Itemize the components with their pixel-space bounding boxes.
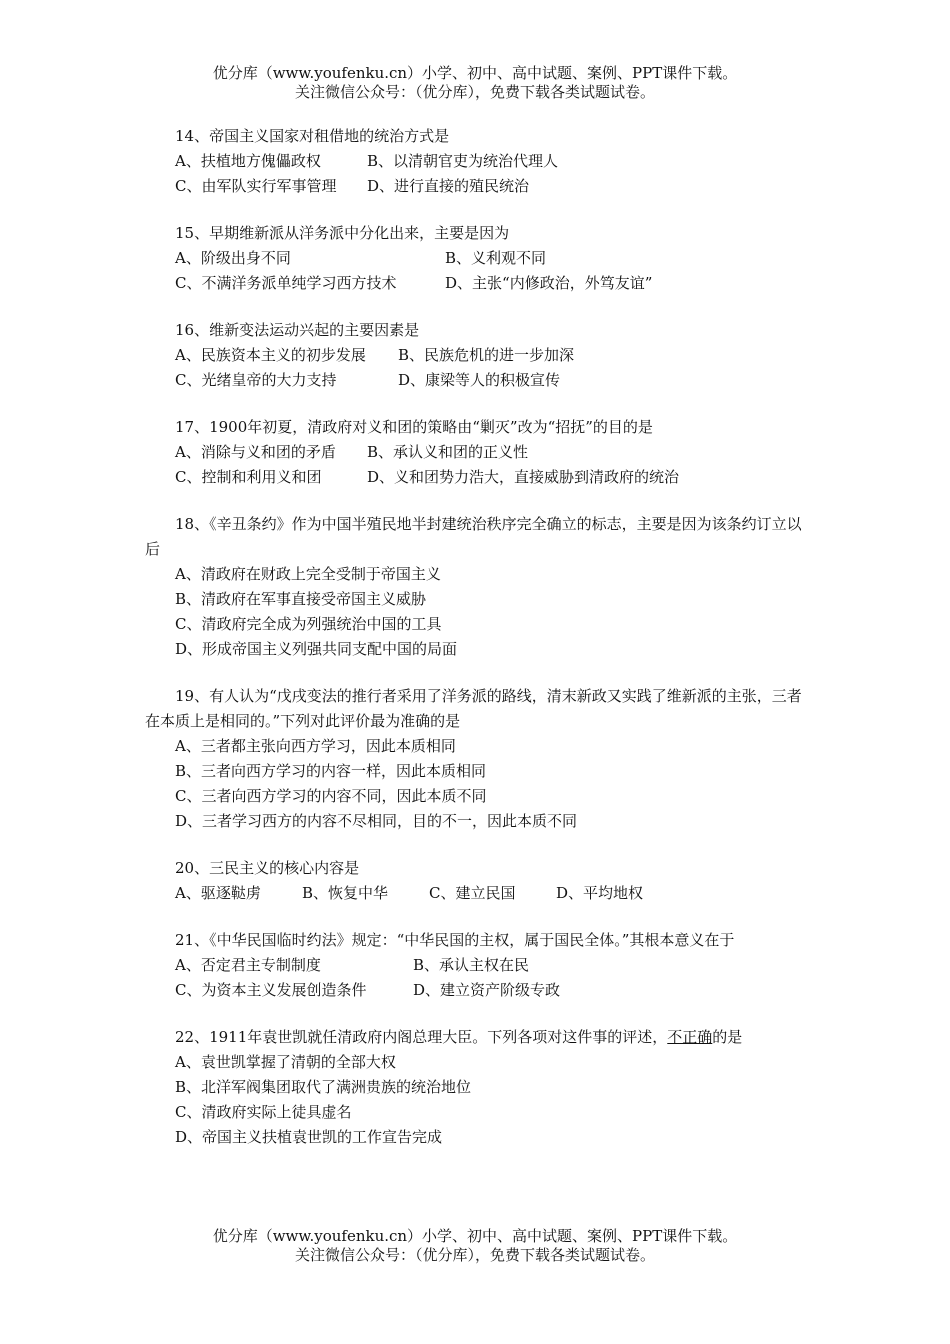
option-a: A、清政府在财政上完全受制于帝国主义 [175, 565, 441, 583]
option-a: A、消除与义和团的矛盾 [175, 443, 336, 461]
option-d: D、进行直接的殖民统治 [367, 177, 530, 195]
question-19 [145, 684, 815, 834]
option-row [145, 174, 815, 199]
question-stem: 15、早期维新派从洋务派中分化出来，主要是因为 [175, 224, 510, 242]
option-row [145, 953, 815, 978]
option-row [145, 343, 815, 368]
option-b: B、北洋军阀集团取代了满洲贵族的统治地位 [175, 1078, 472, 1096]
option-a: A、否定君主专制制度 [175, 956, 321, 974]
option-b: B、恢复中华 [302, 884, 389, 902]
stem-text: 22、1911年袁世凯就任清政府内阁总理大臣。下列各项对这件事的评述， [175, 1028, 668, 1046]
question-14 [145, 124, 815, 199]
footer-line-1: 优分库（www.youfenku.cn）小学、初中、高中试题、案例、PPT课件下载。 [212, 1227, 738, 1245]
option-d: D、三者学习西方的内容不尽相同，目的不一，因此本质不同 [175, 812, 578, 830]
page-footer [0, 1227, 950, 1265]
option-d: D、康梁等人的积极宣传 [398, 371, 561, 389]
question-stem [145, 1025, 815, 1050]
option-c: C、清政府完全成为列强统治中国的工具 [175, 615, 442, 633]
question-21 [145, 928, 815, 1003]
question-17 [145, 415, 815, 490]
option-b: B、三者向西方学习的内容一样，因此本质相同 [175, 762, 487, 780]
question-stem: 16、维新变法运动兴起的主要因素是 [175, 321, 420, 339]
option-row [145, 149, 815, 174]
option-b: B、承认主权在民 [413, 956, 530, 974]
option-a: A、驱逐鞑虏 [175, 884, 261, 902]
option-c: C、由军队实行军事管理 [175, 177, 337, 195]
option-row [145, 881, 815, 906]
option-d: D、义和团势力浩大，直接威胁到清政府的统治 [367, 468, 680, 486]
option-c: C、不满洋务派单纯学习西方技术 [175, 274, 397, 292]
option-b: B、以清朝官吏为统治代理人 [367, 152, 559, 170]
option-row [145, 465, 815, 490]
question-stem: 21、《中华民国临时约法》规定：“中华民国的主权，属于国民全体。”其根本意义在于 [175, 931, 735, 949]
question-stem: 20、三民主义的核心内容是 [175, 859, 360, 877]
option-row [145, 368, 815, 393]
option-c: C、建立民国 [429, 884, 516, 902]
header-line-2: 关注微信公众号：（优分库），免费下载各类试题试卷。 [294, 83, 655, 101]
stem-text: 的是 [712, 1028, 743, 1046]
question-stem: 19、有人认为“戊戌变法的推行者采用了洋务派的路线，清末新政又实践了维新派的主张，三者在本质上是相同的。”下列对此评价最为准确的是 [145, 687, 802, 730]
option-a: A、扶植地方傀儡政权 [175, 152, 321, 170]
option-row [145, 978, 815, 1003]
underlined-keyword: 不正确 [667, 1028, 713, 1046]
option-row [145, 440, 815, 465]
option-b: B、义利观不同 [445, 249, 547, 267]
question-stem: 14、帝国主义国家对租借地的统治方式是 [175, 127, 450, 145]
question-16 [145, 318, 815, 393]
option-b: B、清政府在军事直接受帝国主义威胁 [175, 590, 427, 608]
question-stem: 18、《辛丑条约》作为中国半殖民地半封建统治秩序完全确立的标志，主要是因为该条约订立以后 [145, 515, 802, 558]
option-c: C、控制和利用义和团 [175, 468, 322, 486]
question-15 [145, 221, 815, 296]
question-18 [145, 512, 815, 662]
option-d: D、形成帝国主义列强共同支配中国的局面 [175, 640, 458, 658]
option-d: D、建立资产阶级专政 [413, 981, 561, 999]
option-row [145, 271, 815, 296]
option-d: D、平均地权 [556, 884, 644, 902]
option-a: A、袁世凯掌握了清朝的全部大权 [175, 1053, 396, 1071]
footer-line-2: 关注微信公众号：（优分库），免费下载各类试题试卷。 [294, 1246, 655, 1264]
question-stem: 17、1900年初夏，清政府对义和团的策略由“剿灭”改为“招抚”的目的是 [175, 418, 653, 436]
option-c: C、光绪皇帝的大力支持 [175, 371, 337, 389]
header-line-1: 优分库（www.youfenku.cn）小学、初中、高中试题、案例、PPT课件下载。 [212, 64, 738, 82]
question-list [145, 124, 815, 1172]
option-a: A、民族资本主义的初步发展 [175, 346, 366, 364]
option-d: D、帝国主义扶植袁世凯的工作宣告完成 [175, 1128, 443, 1146]
option-a: A、阶级出身不同 [175, 249, 291, 267]
option-d: D、主张“内修政治，外笃友谊” [445, 274, 653, 292]
option-row [145, 246, 815, 271]
option-b: B、民族危机的进一步加深 [398, 346, 575, 364]
question-20 [145, 856, 815, 906]
option-c: C、三者向西方学习的内容不同，因此本质不同 [175, 787, 487, 805]
option-b: B、承认义和团的正义性 [367, 443, 529, 461]
option-c: C、清政府实际上徒具虚名 [175, 1103, 352, 1121]
question-22 [145, 1025, 815, 1150]
option-a: A、三者都主张向西方学习，因此本质相同 [175, 737, 456, 755]
option-c: C、为资本主义发展创造条件 [175, 981, 367, 999]
page-header [0, 64, 950, 102]
